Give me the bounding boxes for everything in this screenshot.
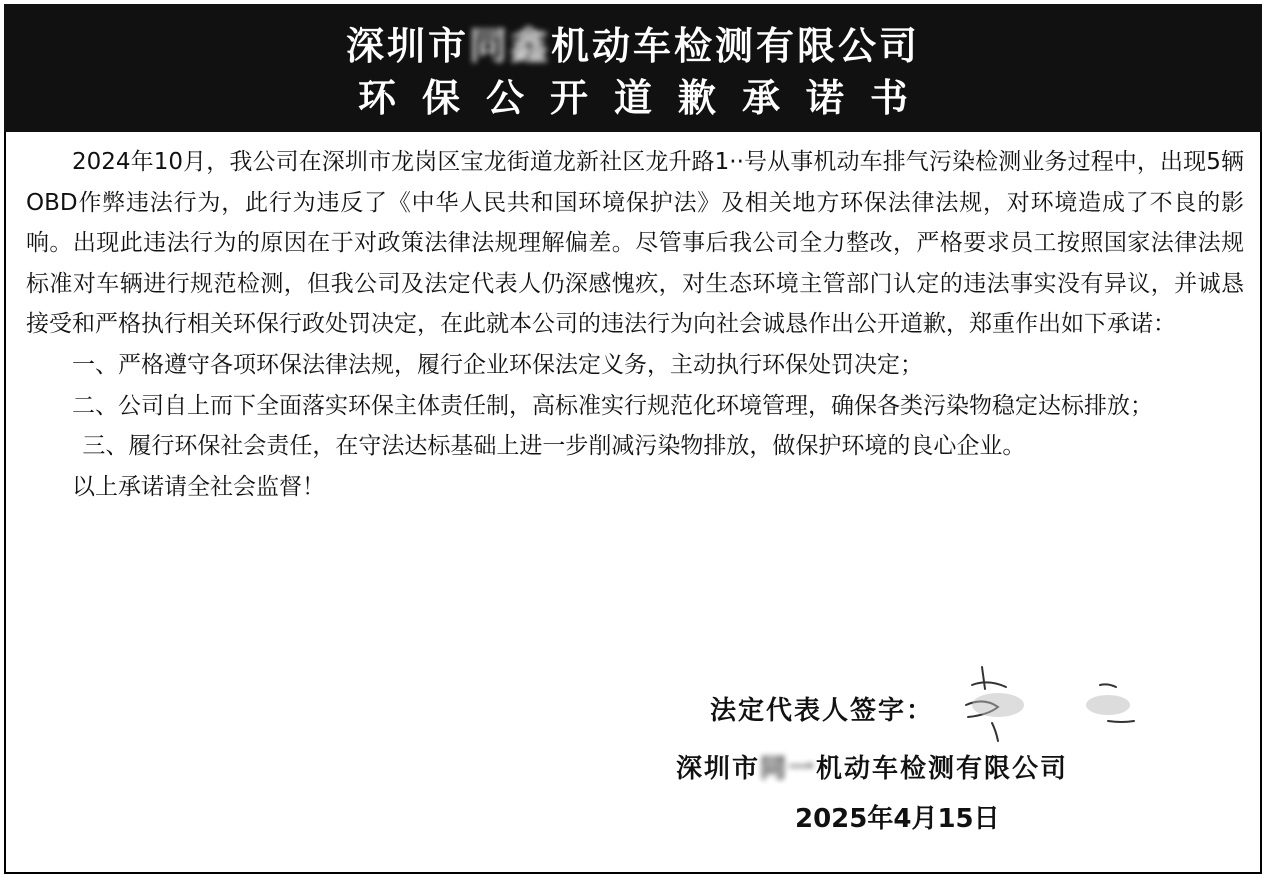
- company-signature-line: [676, 748, 1068, 785]
- document-date: 2025年4月15日: [795, 804, 1000, 834]
- commitment-item-2: 二、公司自上而下全面落实环保主体责任制，高标准实行规范化环境管理，确保各类污染物稳定达标排放；: [72, 392, 1153, 419]
- company-prefix: 深圳市: [676, 754, 761, 784]
- company-title: [4, 22, 1262, 70]
- commitment-item-1: 一、严格遵守各项环保法律法规，履行企业环保法定义务，主动执行环保处罚决定；: [72, 351, 923, 378]
- main-paragraph: 2024年10月，我公司在深圳市龙岗区宝龙街道龙新社区龙升路1··号从事机动车排气污染检测业务过程中，出现5辆OBD作弊违法行为，此行为违反了《中华人民共和国环境保护法》及相关地方环保法律法规，对环境造成了不良的影响。出现此违法行为的原因在于对政策法律法规理解偏差。尽管事后我公司全力整改，严格要求员工按照国家法律法规标准对车辆进行规范检测，但我公司及法定代表人仍深感愧疚，对生态环境主管部门认定的违法事实没有异议，并诚恳接受和严格执行相关环保行政处罚决定，在此就本公司的违法行为向社会诚恳作出公开道歉，郑重作出如下承诺：: [26, 149, 1244, 338]
- signature-label: 法定代表人签字：: [710, 696, 935, 726]
- document-body: [26, 142, 1244, 507]
- document-header: [4, 4, 1262, 132]
- title-suffix: 机动车检测有限公司: [551, 24, 921, 68]
- commitment-item-3: 三、履行环保社会责任，在守法达标基础上进一步削减污染物排放，做保护环境的良心企业。: [82, 433, 1026, 460]
- handwritten-signature: [958, 665, 1138, 745]
- title-prefix: 深圳市: [345, 24, 469, 68]
- company-suffix: 机动车检测有限公司: [816, 754, 1069, 784]
- closing-statement: 以上承诺请全社会监督！: [72, 473, 325, 500]
- redacted-name: 同鑫: [468, 24, 551, 68]
- document-title: 环保公开道歉承诺书: [357, 76, 934, 120]
- redacted-company-name: 同一: [760, 754, 817, 784]
